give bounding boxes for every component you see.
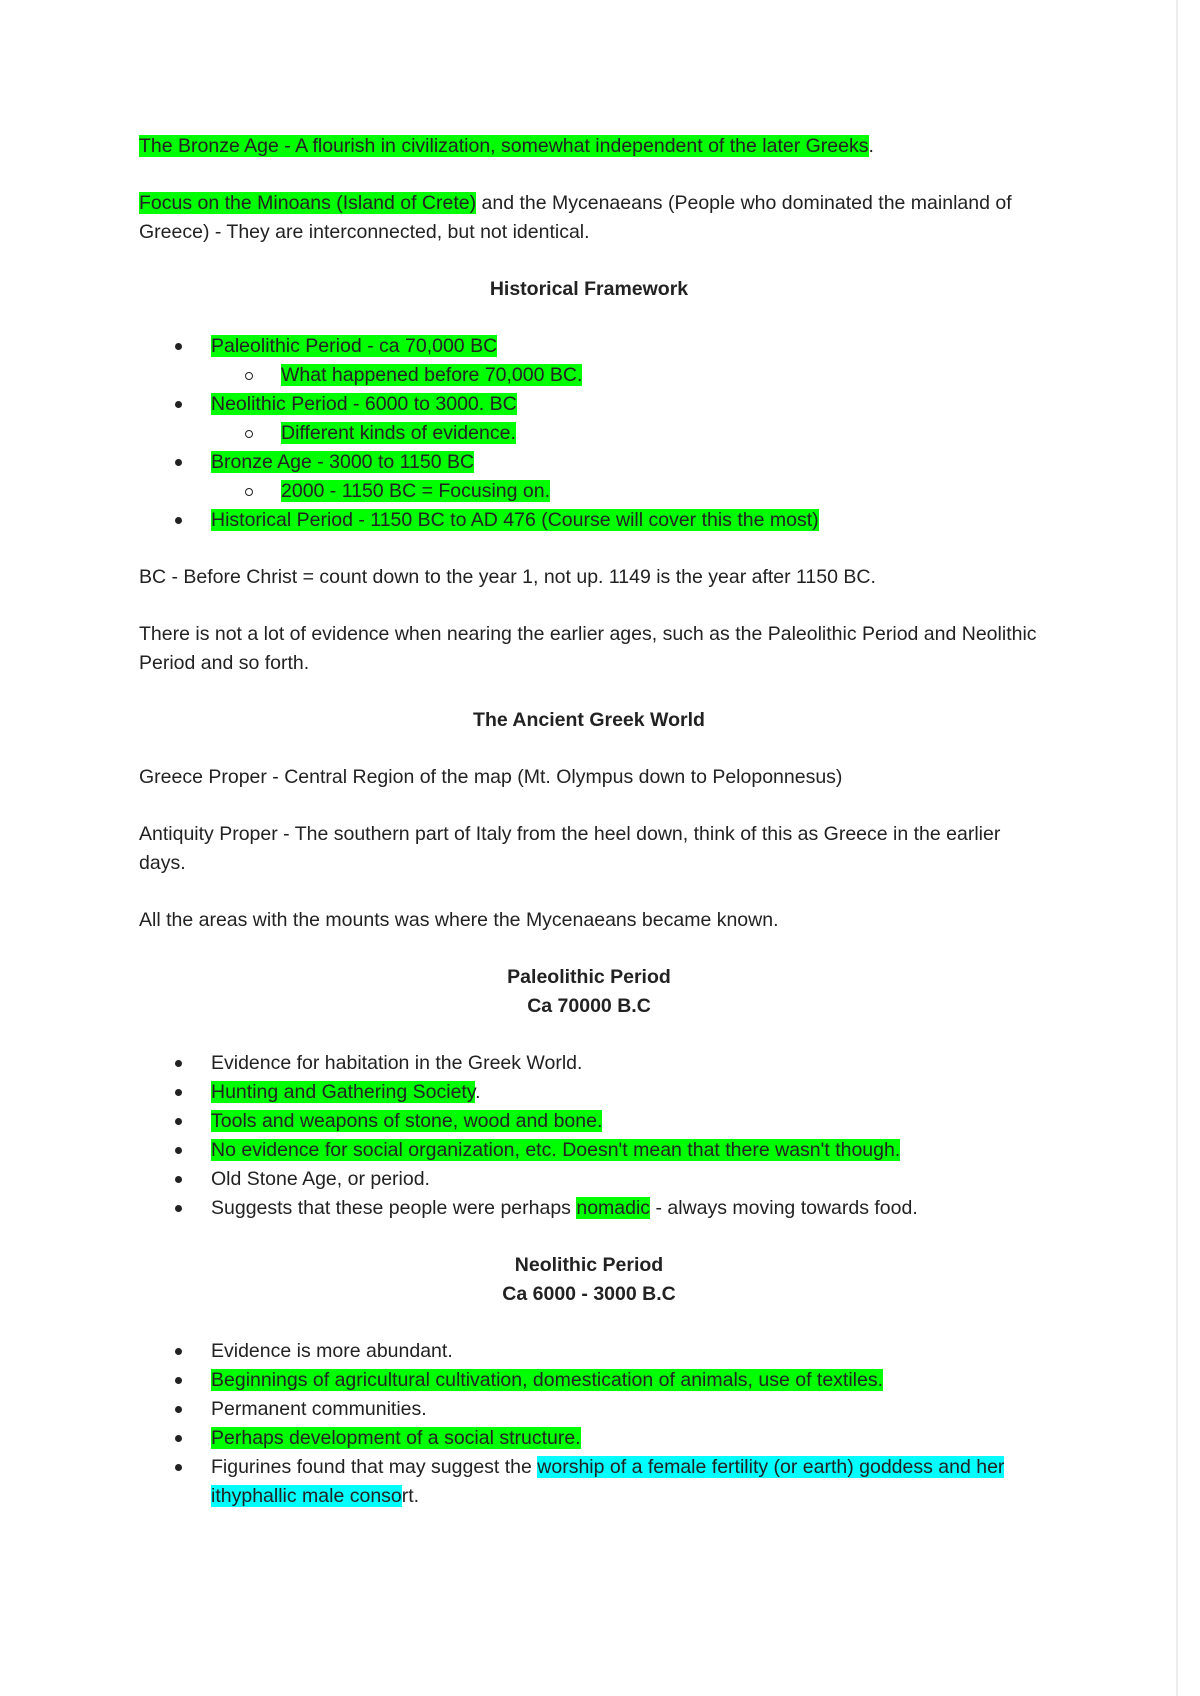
list-item — [139, 1337, 1039, 1366]
highlighted-text: Bronze Age - 3000 to 1150 BC — [211, 451, 475, 473]
list-item — [139, 1424, 1039, 1453]
list-item — [139, 390, 1039, 419]
sub-list-item — [139, 477, 1039, 506]
list-item — [139, 1165, 1039, 1194]
evidence-note: There is not a lot of evidence when nearing the earlier ages, such as the Paleolithic Period and Neolithic Period and so forth. — [139, 623, 1037, 674]
list-item — [139, 506, 1039, 535]
highlighted-text: Beginnings of agricultural cultivation, domestication of animals, use of textiles. — [211, 1369, 884, 1391]
heading-neolithic — [139, 1251, 1039, 1280]
list-item — [139, 1107, 1039, 1136]
framework-list — [139, 332, 1039, 535]
heading-text: Ca 6000 - 3000 B.C — [502, 1283, 676, 1305]
text: - always moving towards food. — [650, 1197, 918, 1219]
paleolithic-list — [139, 1049, 1039, 1223]
list-item — [139, 1453, 1039, 1511]
list-item — [139, 1366, 1039, 1395]
highlighted-text: nomadic — [576, 1197, 651, 1219]
list-item — [139, 1136, 1039, 1165]
text: . — [868, 135, 874, 157]
intro-line — [139, 132, 1039, 161]
heading-historical-framework: Historical Framework — [489, 278, 689, 300]
highlighted-text: What happened before 70,000 BC. — [281, 364, 583, 386]
list-item — [139, 1194, 1039, 1223]
highlighted-text: Different kinds of evidence. — [281, 422, 516, 444]
subheading-paleolithic-date — [139, 992, 1039, 1021]
intro-paragraph — [139, 189, 1039, 247]
neolithic-list — [139, 1337, 1039, 1511]
highlighted-text: Focus on the Minoans (Island of Crete) — [139, 192, 477, 214]
highlighted-text: No evidence for social organization, etc. Doesn't mean that there wasn't though. — [211, 1139, 901, 1161]
list-item — [139, 1078, 1039, 1107]
heading-ancient-greek-world: The Ancient Greek World — [473, 709, 705, 731]
mycenaeans-note: All the areas with the mounts was where the Mycenaeans became known. — [139, 909, 779, 931]
highlighted-text: Tools and weapons of stone, wood and bone. — [211, 1110, 603, 1132]
list-item — [139, 1049, 1039, 1078]
highlighted-text: Historical Period - 1150 BC to AD 476 (Course will cover this the most) — [211, 509, 819, 531]
sub-list-item — [139, 361, 1039, 390]
heading-text: Paleolithic Period — [507, 966, 671, 988]
text: Evidence is more abundant. — [211, 1340, 453, 1362]
list-item — [139, 1395, 1039, 1424]
text: Evidence for habitation in the Greek World. — [211, 1052, 583, 1074]
highlighted-text: 2000 - 1150 BC = Focusing on. — [281, 480, 551, 502]
heading-text: Neolithic Period — [514, 1254, 664, 1276]
highlighted-text: The Bronze Age - A flourish in civilization, somewhat independent of the later Greeks — [139, 135, 869, 157]
list-item — [139, 332, 1039, 361]
heading-text: Ca 70000 B.C — [527, 995, 651, 1017]
bc-note: BC - Before Christ = count down to the year 1, not up. 1149 is the year after 1150 BC. — [139, 566, 876, 588]
highlighted-text: Paleolithic Period - ca 70,000 BC — [211, 335, 498, 357]
text: Figurines found that may suggest the — [211, 1456, 538, 1478]
sub-list-item — [139, 419, 1039, 448]
heading-paleolithic — [139, 963, 1039, 992]
list-item — [139, 448, 1039, 477]
text: . — [475, 1081, 481, 1103]
highlighted-text: worship of a female fertility (or earth) goddess and her ithyphallic male conso — [211, 1456, 1005, 1507]
highlighted-text: Neolithic Period - 6000 to 3000. BC — [211, 393, 517, 415]
highlighted-text: Perhaps development of a social structure. — [211, 1427, 581, 1449]
text: Suggests that these people were perhaps — [211, 1197, 577, 1219]
highlighted-text: Hunting and Gathering Society — [211, 1081, 476, 1103]
text: and the Mycenaeans (People who dominated the mainland of Greece) - They are interconnected, but not identical. — [139, 192, 1012, 243]
greece-proper: Greece Proper - Central Region of the map (Mt. Olympus down to Peloponnesus) — [139, 766, 843, 788]
document-body — [139, 132, 1039, 1539]
text: Old Stone Age, or period. — [211, 1168, 430, 1190]
subheading-neolithic-date — [139, 1280, 1039, 1309]
text: rt. — [401, 1485, 420, 1507]
antiquity-proper: Antiquity Proper - The southern part of Italy from the heel down, think of this as Greece in the earlier days. — [139, 823, 1001, 874]
text: Permanent communities. — [211, 1398, 427, 1420]
